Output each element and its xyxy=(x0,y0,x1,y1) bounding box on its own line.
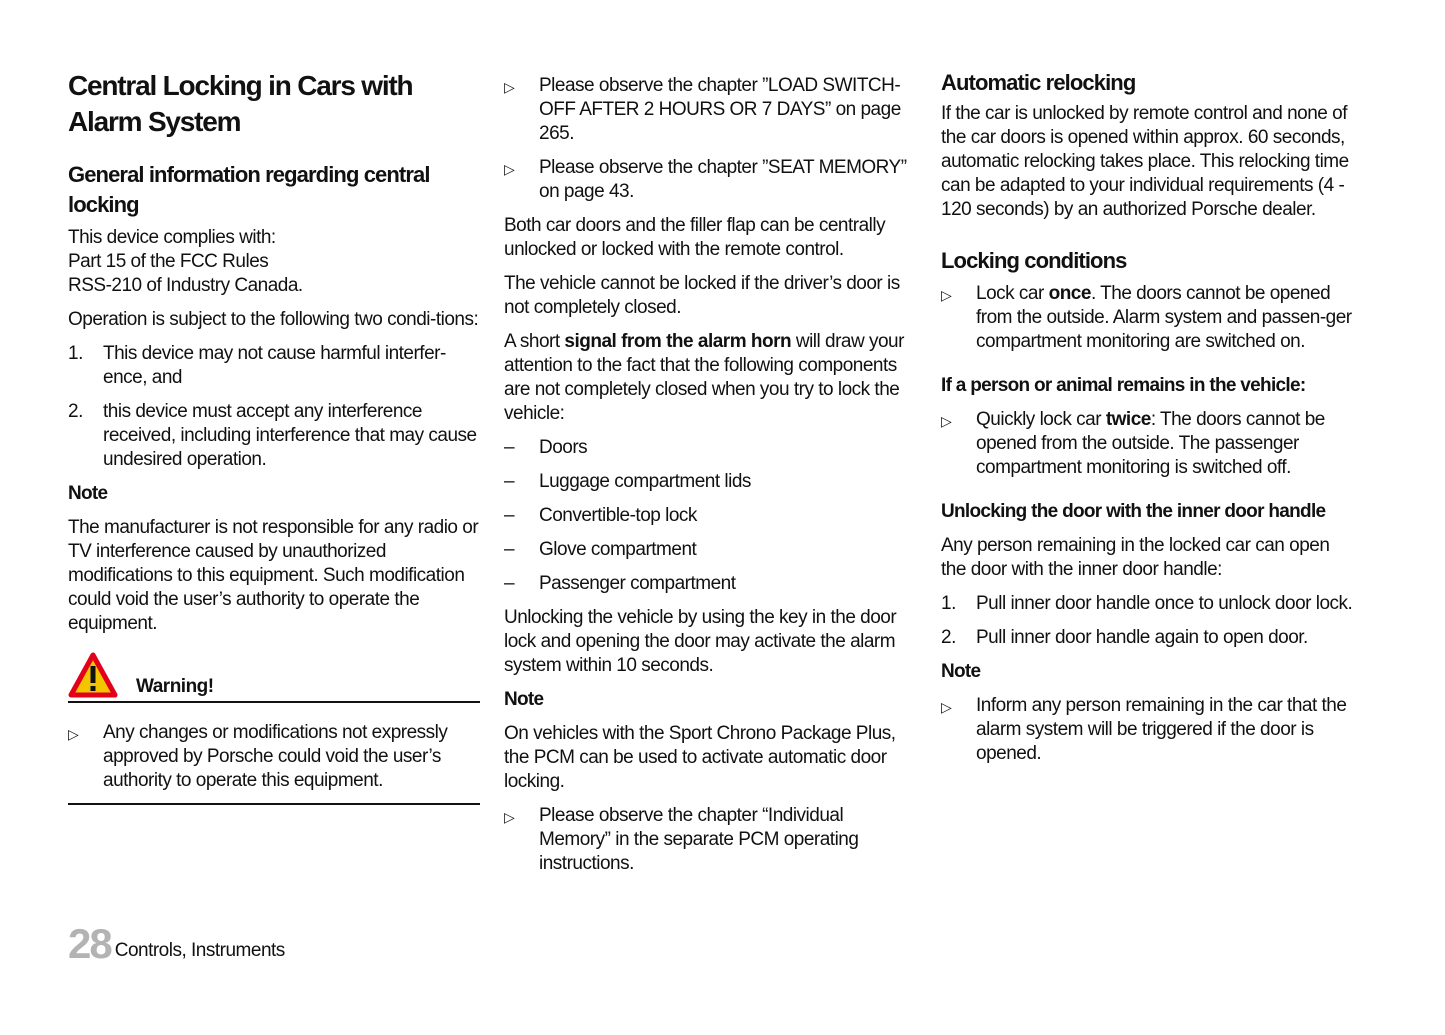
note-heading: Note xyxy=(504,689,544,710)
note-heading: Note xyxy=(941,661,981,682)
triangle-bullet-icon: ▷ xyxy=(941,413,952,429)
compliance-line: Part 15 of the FCC Rules xyxy=(68,251,269,272)
list-text: this device must accept any interference received, including interference that may cause undesired operation. xyxy=(103,401,477,470)
bold-text-run: twice xyxy=(1105,409,1151,430)
section-name: Controls, Instruments xyxy=(114,940,285,961)
list-text: Luggage compartment lids xyxy=(539,471,751,492)
text-run: A short xyxy=(504,331,565,352)
list-item xyxy=(504,504,916,528)
dash-bullet: – xyxy=(504,437,515,458)
warning-text: Any changes or modifications not expressly approved by Porsche could void the user’s authority to operate this equipment. xyxy=(103,722,448,791)
list-text: Pull inner door handle again to open door. xyxy=(976,627,1308,648)
list-item xyxy=(941,694,1353,766)
list-item xyxy=(504,804,916,876)
compliance-block xyxy=(68,226,480,298)
column-left xyxy=(68,68,480,805)
triangle-bullet-icon: ▷ xyxy=(941,699,952,715)
triangle-bullet-icon: ▷ xyxy=(68,726,79,742)
paragraph-remote-control: Both car doors and the filler flap can be centrally unlocked or locked with the remote control. xyxy=(504,215,886,260)
operation-paragraph: Operation is subject to the following two condi-tions: xyxy=(68,309,479,330)
paragraph-driver-door: The vehicle cannot be locked if the driver’s door is not completely closed. xyxy=(504,273,900,318)
list-item xyxy=(504,538,916,562)
text-run: will draw your attention to the fact that the following components are not completely closed when you try to lock the vehicle: xyxy=(504,331,904,424)
list-item xyxy=(504,572,916,596)
dash-bullet: – xyxy=(504,505,515,526)
list-text: Doors xyxy=(539,437,588,458)
warning-icon xyxy=(68,652,118,698)
note-paragraph: The manufacturer is not responsible for any radio or TV interference caused by unauthorized modifications to this equipment. Such modification could void the user’s authority to operate the equipment. xyxy=(68,517,479,634)
list-number: 1. xyxy=(941,593,956,614)
list-text: Passenger compartment xyxy=(539,573,736,594)
list-number: 2. xyxy=(941,627,956,648)
subheading-person-remains: If a person or animal remains in the vehicle: xyxy=(941,375,1306,396)
page-footer xyxy=(68,922,285,966)
warning-body xyxy=(68,721,480,805)
list-text xyxy=(976,408,1353,480)
page-number: 28 xyxy=(68,920,111,967)
note-heading: Note xyxy=(68,483,108,504)
list-text: Inform any person remaining in the car that the alarm system will be triggered if the door is opened. xyxy=(976,695,1347,764)
dash-bullet: – xyxy=(504,471,515,492)
list-item xyxy=(941,282,1353,354)
triangle-bullet-icon: ▷ xyxy=(504,809,515,825)
list-text: Convertible-top lock xyxy=(539,505,697,526)
dash-bullet: – xyxy=(504,539,515,560)
section-heading-automatic-relocking: Automatic relocking xyxy=(941,70,1136,95)
list-number: 2. xyxy=(68,401,83,422)
column-right xyxy=(941,68,1353,776)
list-text: Glove compartment xyxy=(539,539,697,560)
subheading-inner-door-handle: Unlocking the door with the inner door handle xyxy=(941,501,1326,522)
list-number: 1. xyxy=(68,343,83,364)
bold-text-run: signal from the alarm horn xyxy=(564,331,792,352)
list-text: Pull inner door handle once to unlock door lock. xyxy=(976,593,1353,614)
triangle-bullet-icon: ▷ xyxy=(941,287,952,303)
list-item xyxy=(941,592,1353,616)
column-middle xyxy=(504,74,916,886)
triangle-bullet-icon: ▷ xyxy=(504,79,515,95)
list-text: This device may not cause harmful interfer-ence, and xyxy=(103,343,446,388)
list-item xyxy=(941,408,1353,480)
list-text: Please observe the chapter ”SEAT MEMORY” on page 43. xyxy=(539,157,907,202)
section-heading-general-info: General information regarding central locking xyxy=(68,162,430,217)
list-item xyxy=(68,400,480,472)
list-item xyxy=(68,721,480,793)
triangle-bullet-icon: ▷ xyxy=(504,161,515,177)
list-item xyxy=(68,342,480,390)
list-item xyxy=(504,156,916,204)
text-run: : The doors cannot be opened from the outside. The passenger compartment monitoring is switched off. xyxy=(976,409,1325,478)
warning-header xyxy=(68,648,480,703)
inner-handle-paragraph: Any person remaining in the locked car can open the door with the inner door handle: xyxy=(941,535,1330,580)
list-item xyxy=(504,470,916,494)
list-item xyxy=(504,74,916,146)
compliance-line: This device complies with: xyxy=(68,227,276,248)
paragraph-alarm-horn xyxy=(504,330,916,426)
text-run: Quickly lock car xyxy=(976,409,1106,430)
paragraph-unlocking: Unlocking the vehicle by using the key in the door lock and opening the door may activate the alarm system within 10 seconds. xyxy=(504,607,897,676)
page-title: Central Locking in Cars with Alarm System xyxy=(68,70,413,137)
bold-text-run: once xyxy=(1048,283,1091,304)
relocking-paragraph: If the car is unlocked by remote control and none of the car doors is opened within approx. 60 seconds, automatic relocking takes place. This relocking time can be adapted to your individual requirements (4 - 120 seconds) by an authorized Porsche dealer. xyxy=(941,103,1349,220)
list-text: Please observe the chapter “Individual Memory” in the separate PCM operating instructions. xyxy=(539,805,859,874)
compliance-line: RSS-210 of Industry Canada. xyxy=(68,275,303,296)
text-run: . The doors cannot be opened from the outside. Alarm system and passen-ger compartment monitoring are switched on. xyxy=(976,283,1352,352)
warning-label: Warning! xyxy=(136,676,214,697)
section-heading-locking-conditions: Locking conditions xyxy=(941,248,1127,273)
note-paragraph: On vehicles with the Sport Chrono Package Plus, the PCM can be used to activate automatic door locking. xyxy=(504,723,896,792)
dash-bullet: – xyxy=(504,573,515,594)
list-item xyxy=(504,436,916,460)
list-text: Please observe the chapter ”LOAD SWITCH-OFF AFTER 2 HOURS OR 7 DAYS” on page 265. xyxy=(539,75,901,144)
list-text xyxy=(976,282,1353,354)
list-item xyxy=(941,626,1353,650)
text-run: Lock car xyxy=(976,283,1049,304)
